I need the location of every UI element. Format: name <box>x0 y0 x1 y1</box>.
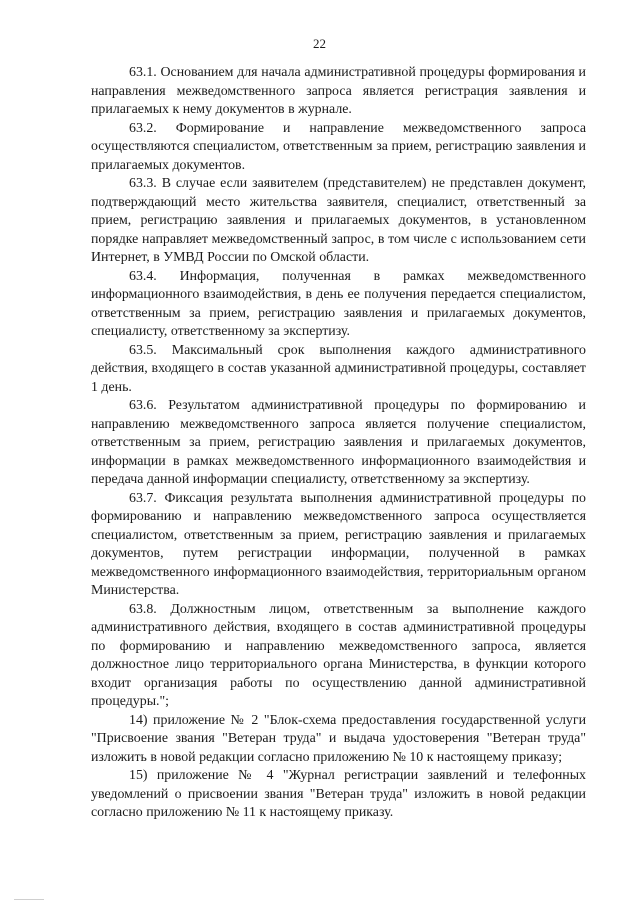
paragraph-63-8: 63.8. Должностным лицом, ответственным за выполнение каждого административного действия, входящего в состав административной процедуры по формированию и направлению межведомственного запроса, является должностное лицо территориального органа Министерства, в функции которого входит организация работы по осуществлению данной административной процедуры."; <box>91 601 586 709</box>
paragraph-63-2: 63.2. Формирование и направление межведомственного запроса осуществляются специалистом, ответственным за прием, регистрацию заявления и прилагаемых документов. <box>91 120 586 173</box>
paragraph-63-5: 63.5. Максимальный срок выполнения каждого административного действия, входящего в состав указанной административной процедуры, составляет 1 день. <box>91 342 586 395</box>
item-14: 14) приложение № 2 "Блок-схема предоставления государственной услуги "Присвоение звания "Ветеран труда" и выдача удостоверения "Ветеран труда" изложить в новой редакции согласно приложению № 10 к настоящему приказу; <box>91 712 586 765</box>
page-number: 22 <box>313 36 326 51</box>
item-15: 15) приложение № 4 "Журнал регистрации заявлений и телефонных уведомлений о присвоении звания "Ветеран труда" изложить в новой редакции согласно приложению № 11 к настоящему приказу. <box>91 768 586 820</box>
paragraph-63-1: 63.1. Основанием для начала административной процедуры формирования и направления межведомственного запроса является регистрация заявления и прилагаемых к нему документов в журнале. <box>91 65 586 117</box>
scan-artifact-line <box>14 899 44 900</box>
paragraph-63-4: 63.4. Информация, полученная в рамках межведомственного информационного взаимодействия, в день ее получения передается специалистом, ответственным за прием, регистрацию заявления и прилагаемых документов, специалисту, ответственному за экспертизу. <box>91 268 586 339</box>
paragraph-63-3: 63.3. В случае если заявителем (представителем) не представлен документ, подтверждающий место жительства заявителя, специалист, ответственный за прием, регистрацию заявления и прилагаемых документов, в установленном порядке направляет межведомственный запрос, в том числе с использованием сети Интернет, в УМВД России по Омской области. <box>91 176 586 265</box>
document-body <box>91 64 586 823</box>
paragraph-63-6: 63.6. Результатом административной процедуры по формированию и направлению межведомственного запроса является получение специалистом, ответственным за прием, регистрацию заявления и прилагаемых документов, информации в рамках межведомственного информационного взаимодействия и передача данной информации специалисту, ответственному за экспертизу. <box>91 398 586 487</box>
paragraph-63-7: 63.7. Фиксация результата выполнения административной процедуры по формированию и направлению межведомственного запроса осуществляется специалистом, ответственным за прием, регистрацию заявления и прилагаемых документов, путем регистрации информации, полученной в рамках межведомственного информационного взаимодействия, территориальным органом Министерства. <box>91 490 586 598</box>
